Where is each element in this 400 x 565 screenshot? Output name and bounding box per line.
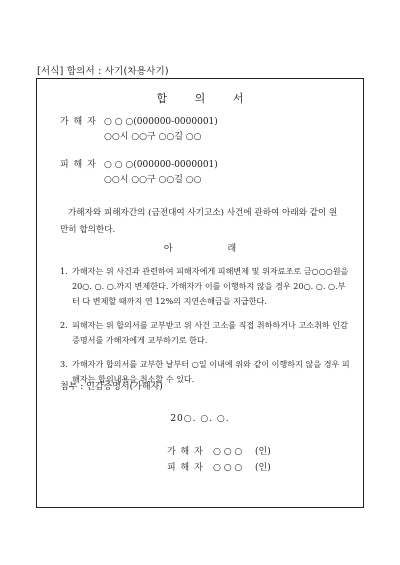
heading-char: 래	[227, 244, 237, 254]
signature-role: 가 해 자	[167, 447, 204, 457]
clause-list	[60, 264, 350, 396]
signature-name: ○ ○ ○	[213, 447, 243, 457]
title-char: 의	[194, 92, 206, 105]
intro-paragraph: 가해자와 피해자간의 (금전대여 사기고소) 사건에 관하여 아래와 같이 원만히 합의한다.	[60, 208, 338, 235]
victim-role: 피 해 자	[60, 160, 97, 170]
title-char: 서	[232, 92, 244, 105]
seal-mark: (인)	[255, 447, 271, 457]
document-frame	[36, 78, 364, 508]
offender-block	[60, 115, 218, 145]
victim-block	[60, 158, 218, 188]
form-label: [서식] 합의서 : 사기(차용사기)	[37, 66, 169, 77]
attachment-note: 첨부 : 인감증명서(가해자)	[60, 382, 163, 392]
offender-address: ○○시 ○○구 ○○길 ○○	[104, 132, 202, 142]
offender-name: ○ ○ ○(000000-0000001)	[104, 117, 218, 127]
signature-name: ○ ○ ○	[213, 463, 243, 473]
clause-number: 2.	[60, 320, 68, 330]
offender-role: 가 해 자	[60, 117, 97, 127]
clause-item	[60, 264, 350, 309]
victim-address: ○○시 ○○구 ○○길 ○○	[104, 175, 202, 185]
signature-line-offender	[167, 444, 271, 457]
clause-number: 3.	[60, 359, 68, 369]
clause-number: 1.	[60, 266, 68, 276]
heading-char: 아	[163, 244, 173, 254]
victim-name: ○ ○ ○(000000-0000001)	[104, 160, 218, 170]
clause-text: 피해자는 위 합의서를 교부받고 위 사건 고소를 직접 취하하거나 고소취하 인감증명서를 가해자에게 교부하기로 한다.	[72, 320, 348, 345]
clause-item	[60, 318, 350, 348]
agreement-date: 20○. ○. ○.	[170, 414, 230, 424]
clause-text: 가해자가 합의서를 교부한 날부터 ○일 이내에 위와 같이 이행하지 않을 경우 피해자는 합의내용을 취소할 수 있다.	[72, 359, 350, 384]
seal-mark: (인)	[255, 463, 271, 473]
document-title	[37, 90, 363, 106]
signature-line-victim	[167, 460, 271, 473]
title-char: 합	[156, 92, 168, 105]
clause-text: 가해자는 위 사건과 관련하여 피해자에게 피해변제 및 위자료조로 금○○○원을 20○. ○. ○.까지 변제한다. 가해자가 이를 이행하지 않을 경우 20○. ○. ○.부터 다 변제할 때까지 연 12%의 지연손해금을 지급한다.	[72, 266, 349, 306]
section-heading	[37, 241, 363, 254]
signature-role: 피 해 자	[167, 463, 204, 473]
